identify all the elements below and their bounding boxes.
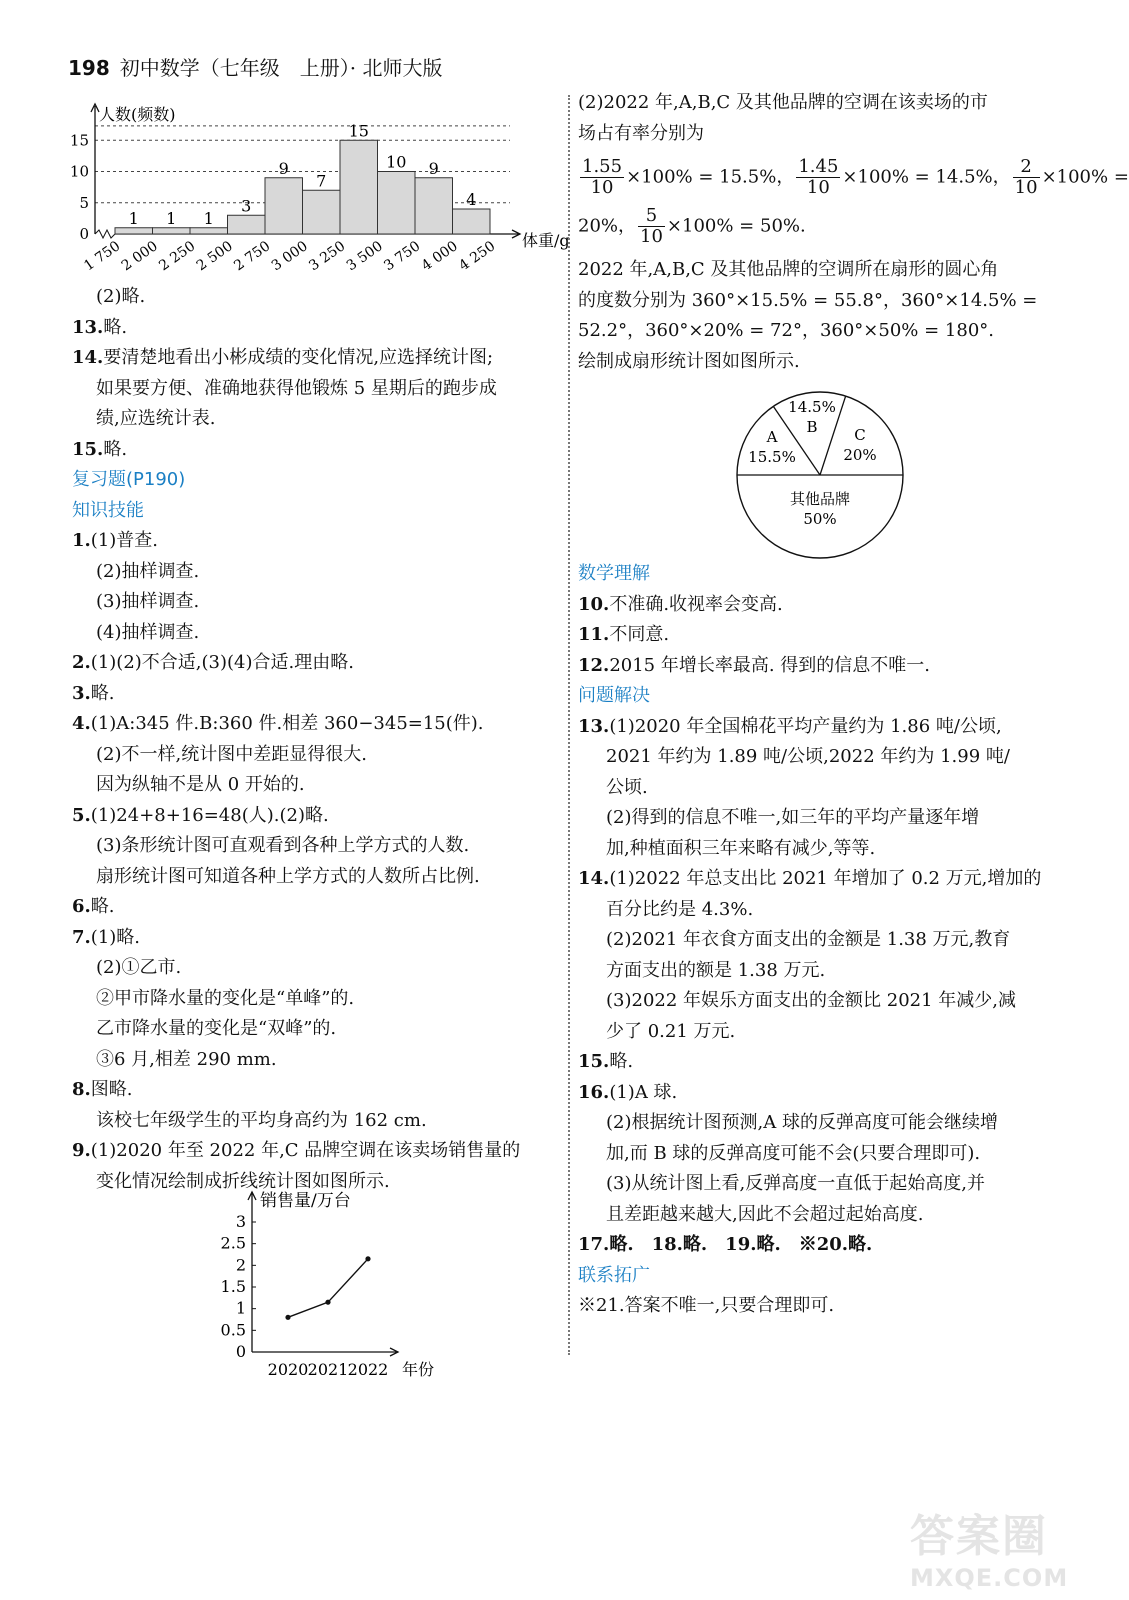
answer-17-20: 17.略. 18.略. 19.略. ※20.略. xyxy=(578,1234,873,1255)
pie-chart xyxy=(730,390,910,560)
y-tick-label: 2.5 xyxy=(220,1233,246,1253)
bar-value-label: 4 xyxy=(466,190,477,209)
answer-1 xyxy=(72,526,562,557)
answer-14 xyxy=(72,343,562,374)
fraction-result: ×100% = xyxy=(1041,166,1129,188)
q-number: 14. xyxy=(578,868,610,889)
answer-line: 绩,应选统计表. xyxy=(96,408,216,429)
bar-value-label: 3 xyxy=(241,196,252,216)
histogram-chart xyxy=(60,98,570,288)
fraction-line xyxy=(578,156,1129,198)
column-divider xyxy=(568,95,570,1355)
answer-11 xyxy=(578,620,1048,651)
q-number: 15. xyxy=(72,438,104,460)
q-number: 13. xyxy=(578,715,610,737)
y-tick-label: 1.5 xyxy=(220,1277,246,1296)
q-number: 6. xyxy=(72,896,91,917)
bar xyxy=(340,140,378,234)
x-tick-label: 4 000 xyxy=(418,238,461,275)
q-number: 13. xyxy=(72,316,104,338)
slice-percent: 20% xyxy=(843,446,877,464)
answer-7 xyxy=(72,923,562,954)
answer-line: (3)从统计图上看,反弹高度一直低于起始高度,并 xyxy=(606,1173,985,1194)
q-number: 9. xyxy=(72,1140,91,1161)
answer-line: (2)不一样,统计图中差距显得很大. xyxy=(96,743,367,765)
data-point xyxy=(365,1256,370,1261)
q-number: 14. xyxy=(72,347,104,368)
answer-text: 略. xyxy=(90,682,115,704)
numerator: 1.45 xyxy=(798,156,839,177)
q-number: 16. xyxy=(578,1081,610,1103)
answer-15 xyxy=(72,435,562,466)
answer-12 xyxy=(578,651,1048,682)
answer-text: 略. xyxy=(609,1051,634,1072)
answer-21: ※21.答案不唯一,只要合理即可. xyxy=(578,1295,835,1316)
answer-15b xyxy=(578,1047,1048,1078)
answer-9 xyxy=(72,1136,562,1167)
answer-line: (3)条形统计图可直观看到各种上学方式的人数. xyxy=(96,835,470,856)
answer-line: 变化情况绘制成折线统计图如图所示. xyxy=(96,1170,390,1192)
answer-line: 2021 年约为 1.89 吨/公顷,2022 年约为 1.99 吨/ xyxy=(606,746,1010,767)
answer-text: (1)略. xyxy=(90,926,141,948)
x-tick-label: 1 750 xyxy=(81,238,124,275)
slice-label: C xyxy=(854,426,866,444)
section-heading: 知识技能 xyxy=(72,499,144,521)
right-column xyxy=(578,88,1129,1322)
denominator: 10 xyxy=(590,177,614,198)
data-point xyxy=(325,1300,330,1305)
fraction-lead: 20%， xyxy=(578,215,637,237)
page-number: 198 xyxy=(68,56,110,80)
x-tick-label: 3 500 xyxy=(343,238,386,275)
answer-text: 不准确.收视率会变高. xyxy=(609,593,783,615)
answer-line: 该校七年级学生的平均身高约为 162 cm. xyxy=(96,1109,427,1131)
answer-line: (2)①乙市. xyxy=(96,957,182,978)
bar xyxy=(303,190,341,234)
x-tick-label: 2 750 xyxy=(231,238,274,275)
watermark xyxy=(910,1500,1080,1595)
bar-value-label: 15 xyxy=(348,121,369,141)
answer-4 xyxy=(72,709,562,740)
y-tick-label: 10 xyxy=(69,162,89,181)
section-heading: 问题解决 xyxy=(578,685,650,706)
page-header xyxy=(68,52,442,81)
x-axis-label: 体重/g xyxy=(522,231,570,250)
watermark-logo: 答案圈 xyxy=(910,1511,1048,1562)
line-chart xyxy=(208,1182,468,1382)
x-tick-label: 3 250 xyxy=(306,238,349,275)
answer-line: 加,种植面积三年来略有减少,等等. xyxy=(606,837,876,859)
answer-text: 略. xyxy=(90,896,115,917)
answer-text: 2015 年增长率最高. 得到的信息不唯一. xyxy=(609,654,931,676)
answer-line: 加,而 B 球的反弹高度可能不会(只要合理即可). xyxy=(606,1142,981,1164)
bar-value-label: 10 xyxy=(386,152,407,172)
slice-percent: 50% xyxy=(803,510,837,528)
bar xyxy=(378,172,416,235)
answer-text: (1)普查. xyxy=(90,530,159,551)
answer-10 xyxy=(578,590,1048,621)
y-tick-label: 5 xyxy=(79,193,89,212)
q-number: 10. xyxy=(578,593,610,615)
answer-3 xyxy=(72,679,562,710)
q-number: 15. xyxy=(578,1051,610,1072)
fraction-result: ×100% = 14.5%， xyxy=(842,166,1011,188)
answer-line: 因为纵轴不是从 0 开始的. xyxy=(96,774,305,795)
x-tick-label: 2 000 xyxy=(118,238,161,275)
answer-text: (1)(2)不合适,(3)(4)合适.理由略. xyxy=(90,652,354,673)
q-number: 5. xyxy=(72,804,91,826)
answer-line: 如果要方便、准确地获得他锻炼 5 星期后的跑步成 xyxy=(96,377,497,399)
y-tick-label: 1 xyxy=(235,1298,246,1318)
answer-5 xyxy=(72,801,562,832)
numerator: 5 xyxy=(638,206,665,227)
slice-label: B xyxy=(806,418,818,436)
y-tick-label: 0 xyxy=(235,1342,246,1361)
fraction-result: ×100% = 15.5%， xyxy=(626,166,795,188)
answer-line: (2)2022 年,A,B,C 及其他品牌的空调在该卖场的市 xyxy=(578,92,988,113)
x-tick-label: 3 750 xyxy=(381,238,424,275)
y-axis-label: 销售量/万台 xyxy=(260,1191,351,1211)
slice-percent: 14.5% xyxy=(788,398,836,416)
slice-percent: 15.5% xyxy=(748,448,796,466)
denominator: 10 xyxy=(640,226,663,247)
bar xyxy=(415,178,453,234)
fraction xyxy=(1013,157,1040,198)
answer-text: 不同意. xyxy=(609,624,670,645)
answer-text: (1)2020 年全国棉花平均产量约为 1.86 吨/公顷, xyxy=(609,715,1002,737)
answer-line: 场占有率分别为 xyxy=(578,122,704,144)
slice-label: A xyxy=(766,428,778,446)
answer-6 xyxy=(72,892,562,923)
answer-line: (2)根据统计图预测,A 球的反弹高度可能会继续增 xyxy=(606,1112,998,1133)
bar xyxy=(115,228,153,234)
left-column xyxy=(72,282,562,1197)
axis-break xyxy=(95,230,115,238)
fraction xyxy=(796,157,840,198)
denominator: 10 xyxy=(806,177,830,198)
answer-line: 乙市降水量的变化是“双峰”的. xyxy=(96,1018,337,1039)
slice-label: 其他品牌 xyxy=(789,490,851,508)
section-heading: 联系拓广 xyxy=(578,1264,650,1286)
answer-line: (2)略. xyxy=(96,286,146,307)
section-heading: 复习题(P190) xyxy=(72,469,186,490)
answer-line: 且差距越来越大,因此不会超过起始高度. xyxy=(606,1203,924,1225)
answer-line: (2)2021 年衣食方面支出的金额是 1.38 万元,教育 xyxy=(606,929,1011,950)
y-tick-label: 0.5 xyxy=(220,1320,246,1340)
answer-line: 方面支出的额是 1.38 万元. xyxy=(606,959,826,981)
answer-line: (4)抽样调查. xyxy=(96,621,200,643)
answer-14b xyxy=(578,864,1048,895)
q-number: 11. xyxy=(578,624,610,645)
answer-line: 2022 年,A,B,C 及其他品牌的空调所在扇形的圆心角 xyxy=(578,259,999,280)
answer-line: 扇形统计图可知道各种上学方式的人数所占比例. xyxy=(96,865,480,887)
y-tick-label: 3 xyxy=(235,1212,246,1231)
answer-13 xyxy=(72,313,562,344)
watermark-url: MXQE.COM xyxy=(910,1564,1069,1592)
answer-line: 绘制成扇形统计图如图所示. xyxy=(578,350,800,372)
answer-text: 要清楚地看出小彬成绩的变化情况,应选择统计图; xyxy=(103,347,494,368)
q-number: 4. xyxy=(72,713,91,734)
x-tick-label: 4 250 xyxy=(456,238,499,275)
q-number: 1. xyxy=(72,530,91,551)
q-number: 2. xyxy=(72,652,91,673)
y-axis-label: 人数(频数) xyxy=(99,105,176,124)
bar xyxy=(453,209,491,234)
x-tick-label: 2020 xyxy=(267,1360,309,1379)
bar xyxy=(153,228,191,234)
x-tick-label: 3 000 xyxy=(268,238,311,275)
book-title: 初中数学（七年级 上册）· 北师大版 xyxy=(119,56,443,80)
answer-line: 公顷. xyxy=(606,776,648,798)
x-tick-label: 2022 xyxy=(347,1360,389,1379)
q-number: 3. xyxy=(72,682,91,704)
answer-text: (1)A 球. xyxy=(609,1081,678,1103)
answer-8 xyxy=(72,1075,562,1106)
bar xyxy=(265,178,303,234)
bar-value-label: 7 xyxy=(316,171,327,191)
answer-16 xyxy=(578,1078,1048,1109)
answer-text: (1)A:345 件.B:360 件.相差 360−345=15(件). xyxy=(90,713,484,734)
bar-value-label: 1 xyxy=(166,208,177,228)
x-axis-label: 年份 xyxy=(402,1360,435,1379)
fraction xyxy=(638,206,665,247)
fraction-line xyxy=(578,206,1048,247)
q-number: 12. xyxy=(578,654,610,676)
answer-line: 的度数分别为 360°×15.5% = 55.8°，360°×14.5% = xyxy=(578,289,1038,311)
answer-line: (3)2022 年娱乐方面支出的金额比 2021 年减少,减 xyxy=(606,990,1016,1011)
y-tick-label: 2 xyxy=(235,1255,246,1275)
answer-line: 百分比约是 4.3%. xyxy=(606,898,754,920)
x-tick-label: 2 250 xyxy=(156,238,199,275)
bar xyxy=(190,228,228,234)
bar-value-label: 9 xyxy=(278,158,289,178)
answer-text: (1)24+8+16=48(人).(2)略. xyxy=(90,804,329,826)
q-number: 8. xyxy=(72,1079,91,1100)
q-number: 7. xyxy=(72,926,91,948)
answer-text: 略. xyxy=(103,438,128,460)
bar-value-label: 9 xyxy=(428,158,439,178)
series-line xyxy=(288,1259,368,1318)
answer-line: (2)抽样调查. xyxy=(96,560,200,582)
bar xyxy=(228,215,266,234)
answer-line: (2)得到的信息不唯一,如三年的平均产量逐年增 xyxy=(606,807,980,828)
numerator: 2 xyxy=(1013,157,1040,178)
answer-line: ②甲市降水量的变化是“单峰”的. xyxy=(96,987,355,1009)
y-tick-label: 0 xyxy=(79,225,89,243)
answer-line: 52.2°，360°×20% = 72°，360°×50% = 180°. xyxy=(578,320,995,341)
numerator: 1.55 xyxy=(582,156,623,177)
denominator: 10 xyxy=(1014,177,1038,198)
answer-line: (3)抽样调查. xyxy=(96,591,200,612)
data-point xyxy=(285,1315,290,1320)
fraction-result: ×100% = 50%. xyxy=(666,215,806,237)
answer-text: (1)2020 年至 2022 年,C 品牌空调在该卖场销售量的 xyxy=(90,1140,521,1161)
bar-value-label: 1 xyxy=(203,208,214,228)
fraction xyxy=(580,157,624,198)
section-heading: 数学理解 xyxy=(578,563,650,584)
answer-13b xyxy=(578,712,1048,743)
answer-2 xyxy=(72,648,562,679)
x-tick-label: 2 500 xyxy=(193,238,236,275)
answer-text: 图略. xyxy=(90,1079,133,1100)
y-tick-label: 15 xyxy=(69,131,89,150)
answer-line: ③6 月,相差 290 mm. xyxy=(96,1048,277,1070)
bar-value-label: 1 xyxy=(128,208,139,228)
answer-text: (1)2022 年总支出比 2021 年增加了 0.2 万元,增加的 xyxy=(609,868,1042,889)
answer-text: 略. xyxy=(103,316,128,338)
answer-line: 少了 0.21 万元. xyxy=(606,1020,736,1042)
x-tick-label: 2021 xyxy=(307,1360,349,1379)
